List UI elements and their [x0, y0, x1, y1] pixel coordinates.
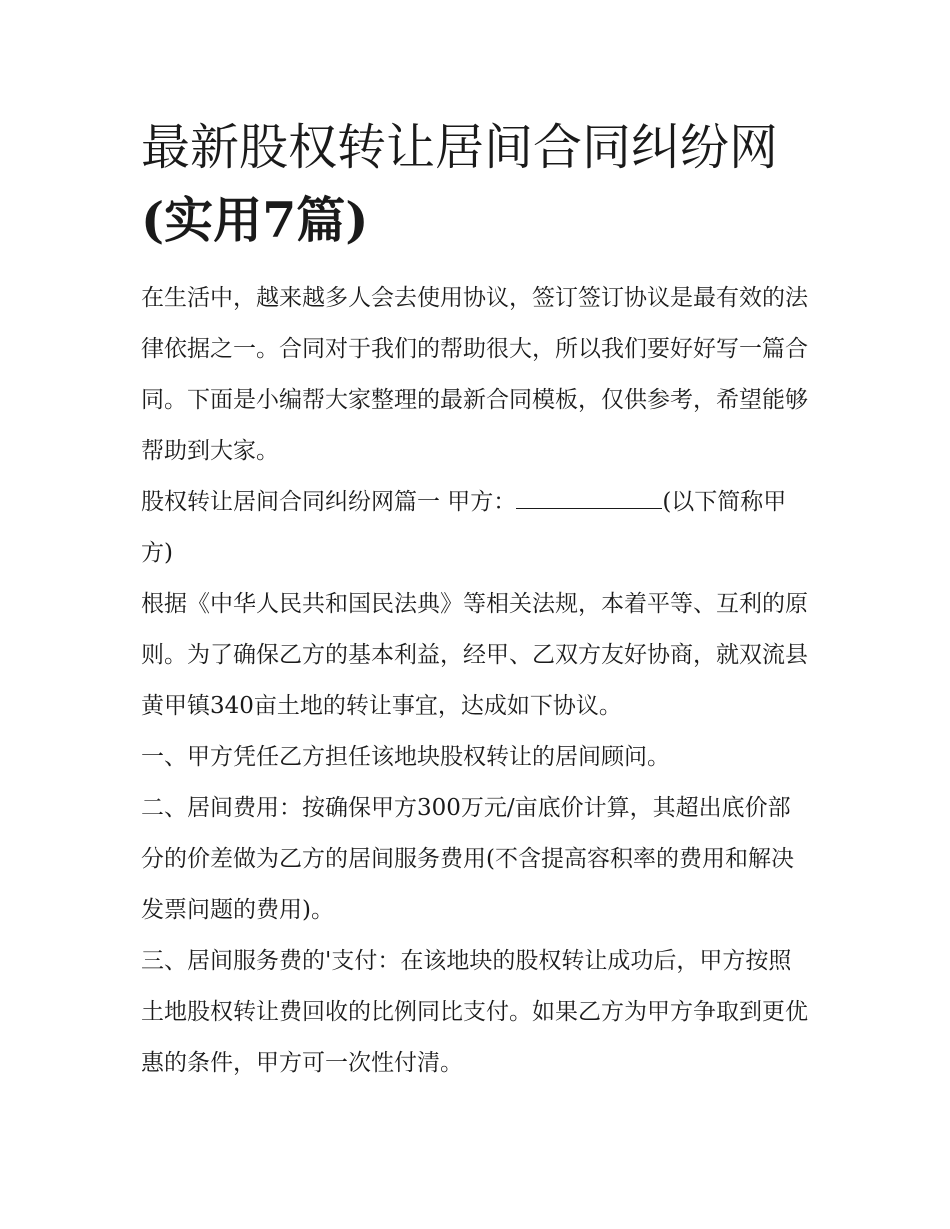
party-a-line	[141, 477, 813, 579]
party-a-blank-field	[516, 482, 662, 509]
party-a-suffix: (以下简称甲方)	[141, 489, 787, 566]
clause-1: 一、甲方凭任乙方担任该地块股权转让的居间顾问。	[141, 744, 670, 770]
party-a-prefix: 股权转让居间合同纠纷网篇一 甲方：	[141, 489, 517, 515]
title-line-2-suffix: 篇)	[296, 191, 369, 249]
intro-paragraph: 在生活中，越来越多人会去使用协议，签订签订协议是最有效的法律依据之一。合同对于我们的帮助很大，所以我们要好好写一篇合同。下面是小编帮大家整理的最新合同模板，仅供参考，希望能够帮助到大家。	[141, 285, 808, 464]
title-line-1: 最新股权转让居间合同纠纷网	[141, 119, 779, 176]
title-line-2-number: 7	[262, 191, 297, 249]
clause-3: 三、居间服务费的'支付：在该地块的股权转让成功后，甲方按照土地股权转让费回收的比例同比支付。如果乙方为甲方争取到更优惠的条件，甲方可一次性付清。	[141, 948, 808, 1076]
clause-2: 二、居间费用：按确保甲方300万元/亩底价计算，其超出底价部分的价差做为乙方的居间服务费用(不含提高容积率的费用和解决发票问题的费用)。	[141, 795, 794, 923]
title-line-2-prefix: (实用	[141, 191, 263, 249]
document-page	[141, 112, 813, 1089]
basis-paragraph: 根据《中华人民共和国民法典》等相关法规，本着平等、互利的原则。为了确保乙方的基本利益，经甲、乙双方友好协商，就双流县黄甲镇340亩土地的转让事宜，达成如下协议。	[141, 591, 808, 719]
document-body	[141, 273, 813, 1089]
document-title	[141, 112, 813, 257]
